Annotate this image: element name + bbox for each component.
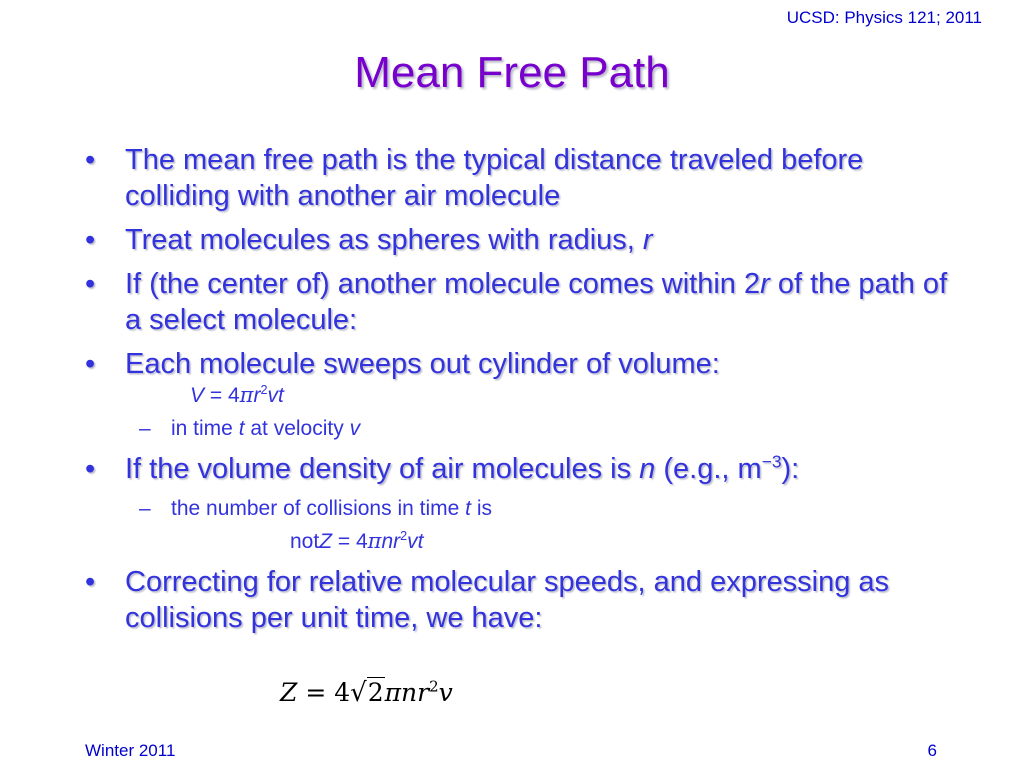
eq-lhs: Z	[319, 530, 333, 553]
variable-t: t	[238, 417, 245, 440]
bullet-text: Correcting for relative molecular speeds, and expressing as collisions per unit time, we have:	[125, 566, 890, 634]
eq-lhs: V	[190, 384, 205, 407]
pi-symbol: π	[239, 383, 254, 407]
bullet-text: Treat molecules as spheres with radius,	[125, 224, 643, 256]
eq-vt: vt	[267, 384, 284, 407]
bullet-text: of the path of a select molecule:	[125, 268, 948, 336]
bullet-text: The mean free path is the typical distance traveled before colliding with another air molecule	[125, 144, 864, 212]
bullet-text: (e.g., m	[655, 453, 762, 485]
sub-text: the number of collisions in time	[171, 497, 466, 520]
bullet-mean-free-path-definition	[85, 142, 965, 214]
eq-prefix: not	[290, 530, 320, 553]
formula-exponent: 2	[429, 677, 439, 696]
sub-text: in time	[171, 417, 239, 440]
page-number: 6	[927, 741, 937, 760]
slide-title: Mean Free Path	[354, 48, 670, 97]
variable-v: v	[349, 417, 361, 440]
bullet-text: If (the center of) another molecule comes within 2	[125, 268, 761, 300]
eq-nr: nr	[381, 530, 401, 553]
sub-text: is	[470, 497, 492, 520]
pi-symbol: π	[367, 529, 382, 553]
bullet-spheres	[85, 222, 965, 258]
course-header: UCSD: Physics 121; 2011	[786, 8, 982, 27]
variable-r: r	[760, 268, 770, 300]
bullet-within-2r	[85, 266, 965, 338]
bullet-dot: •	[85, 224, 96, 256]
bullet-dot: •	[85, 144, 96, 176]
bullet-relative-speeds	[85, 564, 965, 636]
eq-sign: = 4	[204, 384, 240, 407]
eq-r: r	[253, 384, 261, 407]
bullet-text: If the volume density of air molecules is	[125, 453, 640, 485]
sub-bullet-dash: –	[139, 417, 151, 440]
radicand: 2	[367, 678, 384, 707]
bullet-dot: •	[85, 566, 96, 598]
formula-lhs: Z	[280, 678, 298, 707]
bullet-volume-density	[85, 451, 965, 487]
unit-exponent: −3	[761, 451, 782, 472]
variable-r: r	[642, 224, 653, 256]
formula-v: v	[438, 678, 453, 707]
bullet-list	[85, 142, 965, 644]
bullet-dot: •	[85, 453, 96, 485]
bullet-dot: •	[85, 268, 96, 300]
sub-text: at velocity	[244, 417, 350, 440]
bullet-dot: •	[85, 348, 96, 380]
sub-bullet-time-velocity	[85, 415, 965, 443]
variable-t: t	[465, 497, 471, 520]
footer-term: Winter 2011	[85, 741, 176, 760]
formula-eq: = 4	[297, 678, 351, 707]
volume-equation	[85, 382, 965, 409]
sqrt-symbol	[350, 678, 384, 708]
eq-exponent: 2	[400, 529, 408, 543]
variable-n: n	[639, 453, 656, 485]
formula-pi-n-r: πnr	[384, 678, 430, 707]
bullet-text: Each molecule sweeps out cylinder of volume:	[125, 348, 720, 380]
eq-exponent: 2	[260, 383, 268, 397]
eq-vt: vt	[407, 530, 424, 553]
sub-bullet-collision-count	[85, 495, 965, 523]
collision-equation	[85, 527, 965, 556]
eq-sign: = 4	[332, 530, 368, 553]
collision-rate-formula	[280, 678, 453, 708]
sub-bullet-dash: –	[139, 497, 151, 520]
bullet-text: ):	[781, 453, 800, 485]
radical-sign: √	[350, 678, 367, 708]
bullet-cylinder-volume	[85, 346, 965, 382]
